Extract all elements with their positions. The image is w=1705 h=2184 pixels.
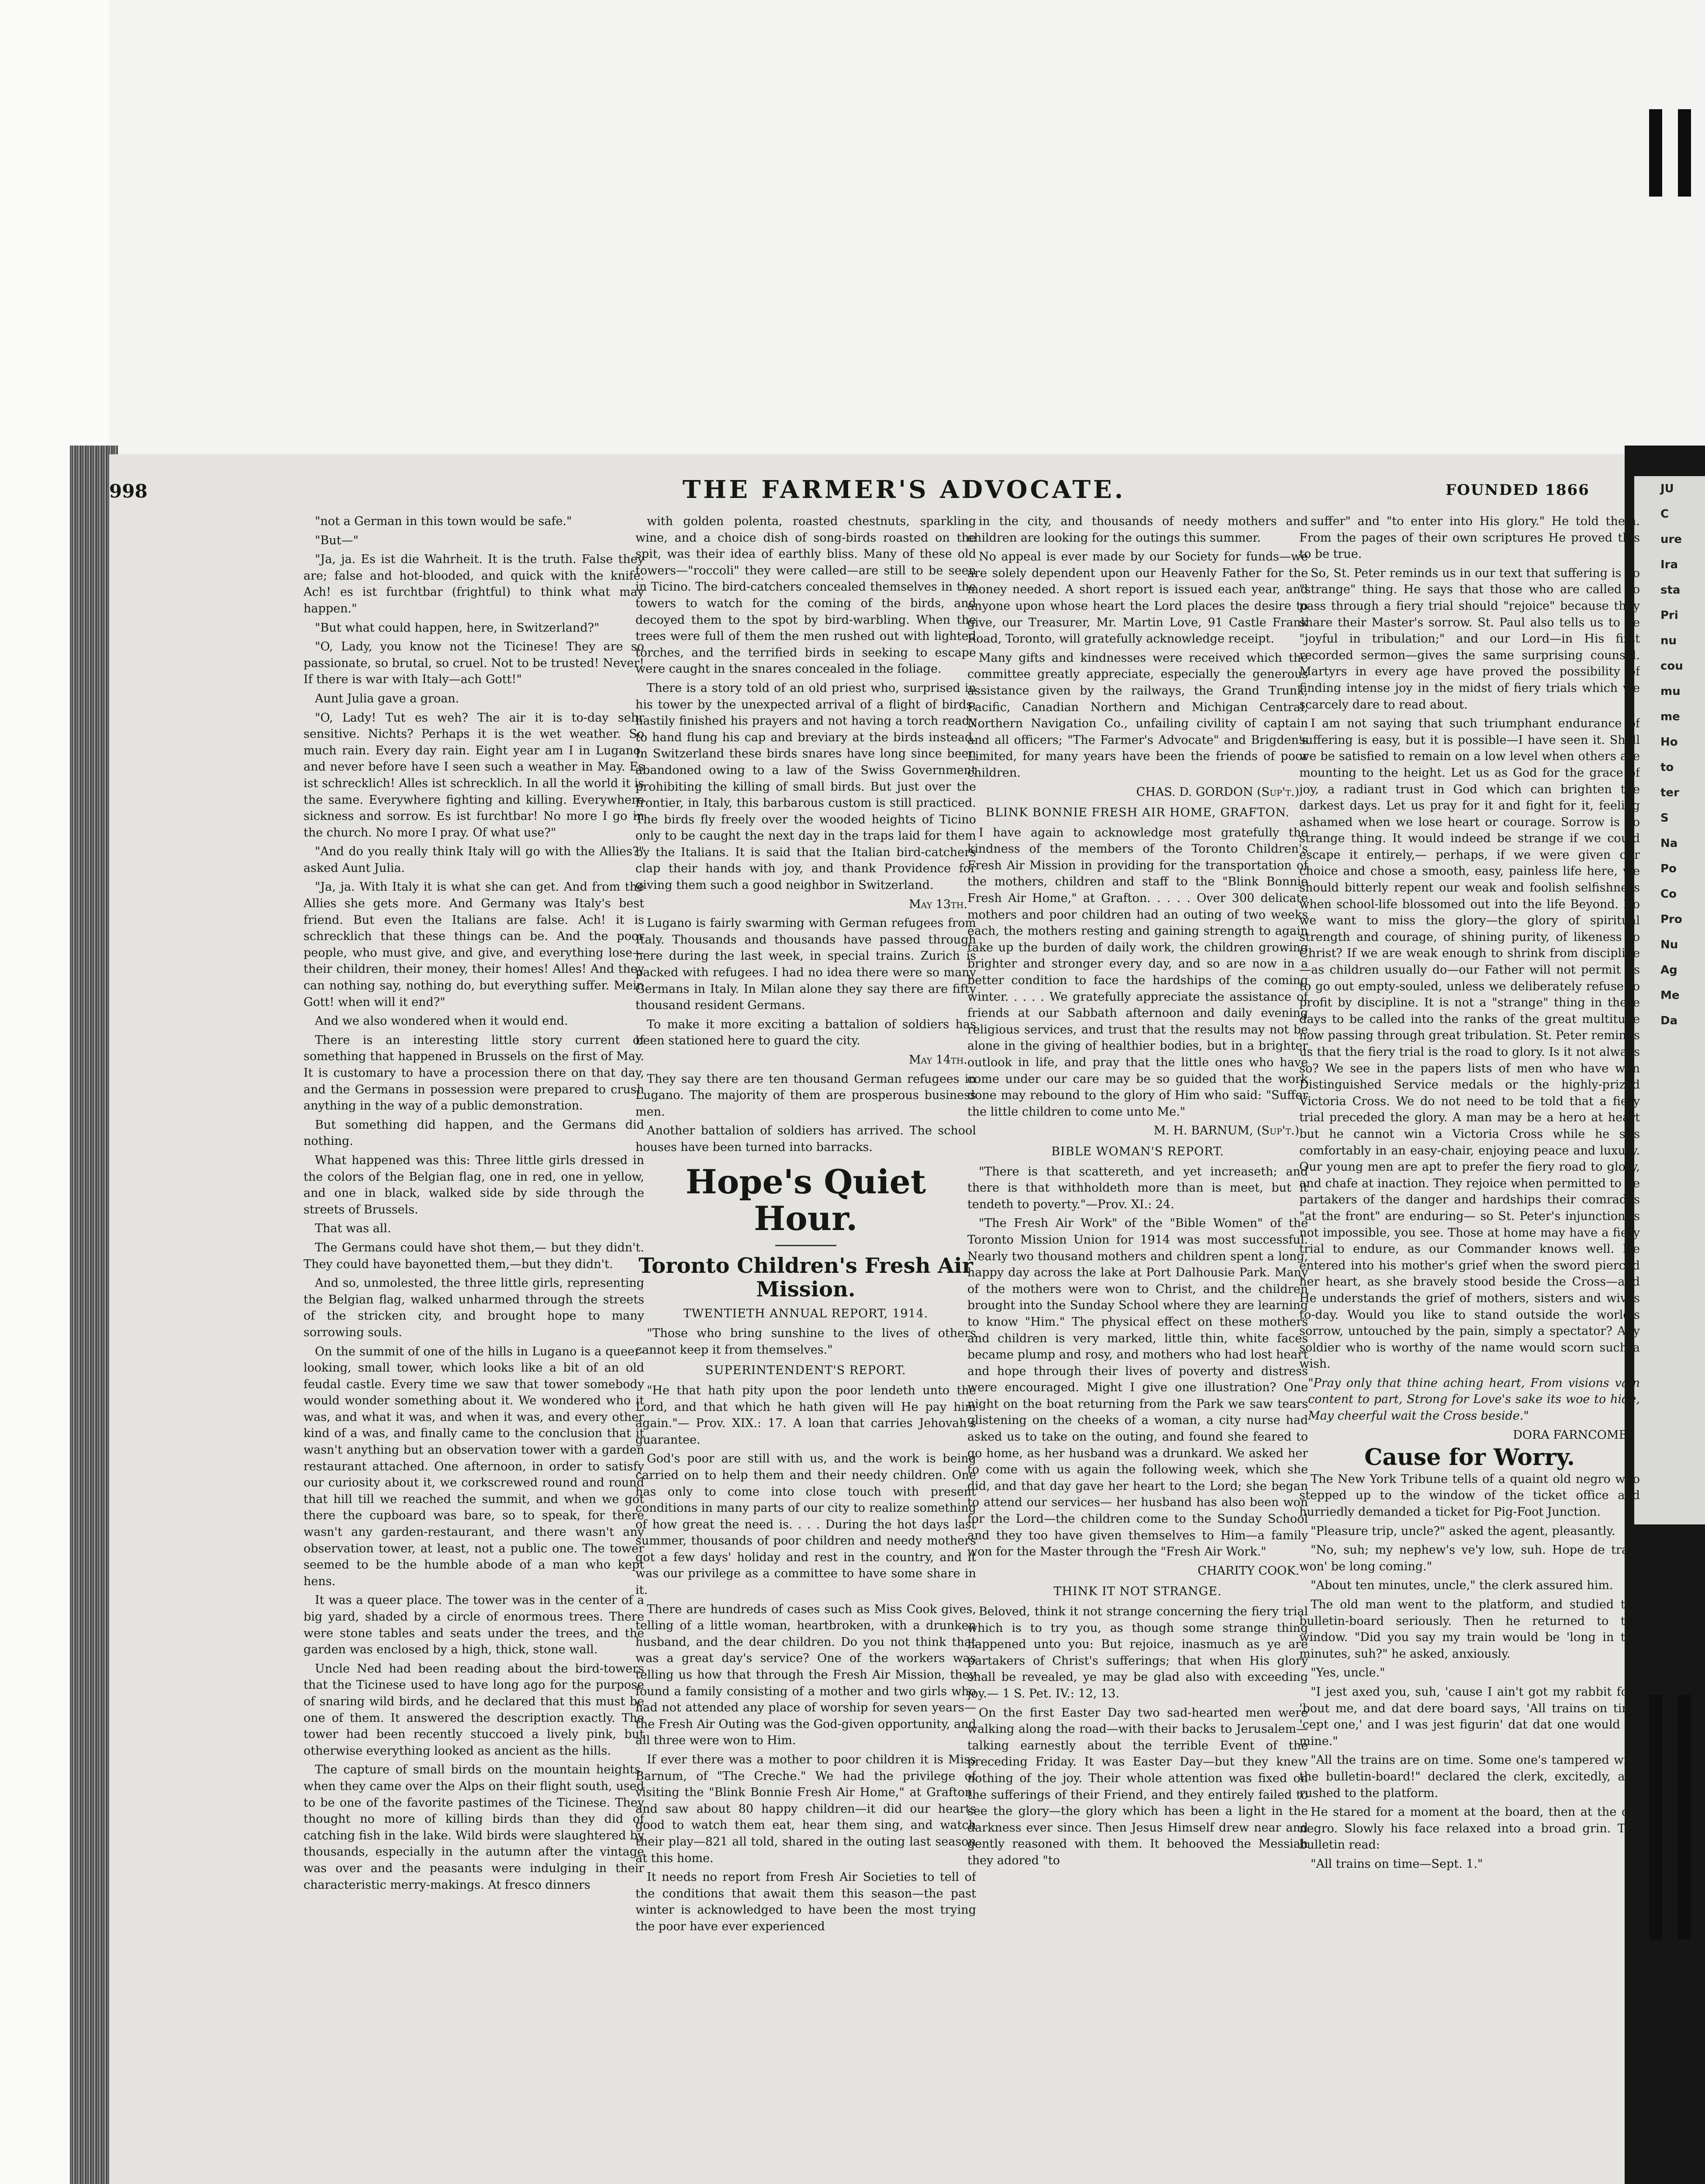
paragraph: "Yes, uncle." — [1311, 1666, 1385, 1680]
paragraph: It was a queer place. The tower was in the center of a big yard, shaded by a circle of enormous trees. There were stone tables and seats under the trees, and the garden was enclosed by a high, thick, stone wall. — [304, 1593, 644, 1657]
paragraph: "Ja, ja. Es ist die Wahrheit. It is the truth. False they are; false and hot-blooded, and quick with the knife. Ach! es ist furchtbar (frightful) to think what may happen." — [304, 553, 644, 615]
paragraph: in the city, and thousands of needy mothers and children are looking for the outings this summer. — [967, 515, 1308, 545]
paragraph: They say there are ten thousand German refugees in Lugano. The majority of them are prosperous business men. — [635, 1072, 976, 1119]
paragraph: And so, unmolested, the three little girls, representing the Belgian flag, walked unharmed through the streets of the stricken city, and brought hope to many sorrowing souls. — [304, 1276, 644, 1339]
paragraph: It needs no report from Fresh Air Societies to tell of the conditions that await them this season—the past winter is acknowledged to have been the most trying the poor have ever experienced — [635, 1870, 976, 1933]
adjacent-fragment: Pro — [1660, 913, 1682, 926]
adjacent-fragment: Ag — [1660, 964, 1677, 977]
section-headline: Hope's Quiet Hour. — [685, 1162, 926, 1238]
paragraph: "O, Lady! Tut es weh? The air it is to-day sehr sensitive. Nichts? Perhaps it is the wet weather. So much rain. Every day rain. Eight year am I in Lugano, and never before have I seen such a weather in May. Es ist schrecklich! Alles ist schrecklich. In all the world it is the same. Everywhere fighting and killing. Everywhere sickness and sorrow. Es ist furchtbar! No more I go in the church. No more I pray. Of what use?" — [304, 711, 644, 840]
subheading: BLINK BONNIE FRESH AIR HOME, GRAFTON. — [986, 806, 1290, 820]
paragraph: Another battalion of soldiers has arrived. The school houses have been turned into barracks. — [635, 1124, 976, 1154]
dateline: May 13th. — [909, 897, 967, 911]
scanner-edge-marks-bottom — [1649, 1695, 1697, 1939]
adjacent-fragment: Pri — [1660, 609, 1678, 622]
adjacent-fragment: me — [1660, 710, 1680, 723]
adjacent-fragment: ter — [1660, 786, 1679, 799]
adjacent-fragment: cou — [1660, 660, 1683, 673]
paragraph: What happened was this: Three little girls dressed in the colors of the Belgian flag, one in red, one in yellow, and one in black, walked side by side through the streets of Brussels. — [304, 1153, 644, 1216]
subheading: SUPERINTENDENT'S REPORT. — [705, 1364, 906, 1378]
paragraph: "All trains on time—Sept. 1." — [1311, 1857, 1483, 1871]
paragraph: I have again to acknowledge most gratefully the kindness of the members of the Toronto Children's Fresh Air Mission in providing for the transportation of the mothers, children and staff to the "Blink Bonnie Fresh Air Home," at Grafton. . . . . Over 300 delicate mothers and poor children had an outing of two weeks each, the mothers resting and gaining strength to again take up the burden of daily work, the children growing brighter and stronger every day, and so are now in a better condition to face the hardships of the coming winter. . . . . We gratefully appreciate the assistance of friends at our Sabbath afternoon and daily evening religious services, and trust that the results may not be alone in the giving of healthier bodies, but in a brighter outlook in life, and pray that the little ones who have come under our care may be so guided that the work done may rebound to the glory of Him who said: "Suffer the little children to come unto Me." — [967, 826, 1308, 1119]
poem: "Pray only that thine aching heart, From visions vain content to part, Strong for Love's sake its woe to hide, May cheerful wait the Cross beside." — [1308, 1376, 1640, 1423]
paragraph: The New York Tribune tells of a quaint old negro who stepped up to the window of the ticket office and hurriedly demanded a ticket for Pig-Foot Junction. — [1299, 1472, 1640, 1519]
paragraph: But something did happen, and the Germans did nothing. — [304, 1118, 644, 1148]
adjacent-fragment: Da — [1660, 1014, 1678, 1027]
masthead — [179, 475, 1629, 509]
paragraph: On the first Easter Day two sad-hearted men were walking along the road—with their backs to Jerusalem— talking earnestly about the terrible Event of the preceding Friday. It was Easter Day—but they knew nothing of the joy. Their whole attention was fixed on the sufferings of their Friend, and they entirely failed to see the glory—the glory which has been a light in the darkness ever since. Then Jesus Himself drew near and gently reasoned with them. It behooved the Messiah they adored "to — [967, 1706, 1308, 1867]
adjacent-fragment: S — [1660, 812, 1669, 825]
paragraph: Aunt Julia gave a groan. — [315, 691, 459, 705]
adjacent-fragment: Me — [1660, 989, 1680, 1002]
adjacent-fragment: ure — [1660, 533, 1682, 546]
paragraph: And we also wondered when it would end. — [315, 1014, 568, 1028]
paragraph: "The Fresh Air Work" of the "Bible Women" of the Toronto Mission Union for 1914 was most successful. Nearly two thousand mothers and children spent a long, happy day across the lake at Port Dalhousie Park. Many of the mothers were won to Christ, and the children brought into the Sunday School where they are learning to know "Him." The physical effect on these mothers and children is very marked, little thin, white faces became plump and rosy, and mothers who had lost heart and hope through their lives of poverty and distress were encouraged. Might I give one illustration? One night on the boat returning from the Park we saw tears glistening on the cheeks of a woman, a city nurse had asked us to take on the outing, and found she feared to go home, as her husband was a drunkard. We asked her to come with us again the following week, which she did, and that day gave her heart to the Lord; she began to attend our services— her husband has also been won for the Lord—the children come to the Sunday School and they too have given themselves to Him—a family won for the Master through the "Fresh Air Work." — [967, 1216, 1308, 1559]
adjacent-fragment: to — [1660, 761, 1674, 774]
page-number: 998 — [109, 480, 148, 502]
signature: CHAS. D. GORDON (Sup't.) — [1136, 785, 1299, 799]
paragraph: To make it more exciting a battalion of soldiers has been stationed here to guard the city. — [635, 1017, 976, 1048]
report-title: TWENTIETH ANNUAL REPORT, 1914. — [683, 1306, 928, 1320]
paragraph: God's poor are still with us, and the work is being carried on to help them and their needy children. One has only to come into close touch with present conditions in many parts of our city to realize something of how great the need is. . . . During the hot days last summer, thousands of poor children and needy mothers got a few days' holiday and rest in the country, and it was our privilege as a committee to have some share in it. — [635, 1452, 976, 1597]
paragraph: "He that hath pity upon the poor lendeth unto the Lord, and that which he hath given will He pay him again."— Prov. XIX.: 17. A loan that carries Jehovah's guarantee. — [635, 1383, 976, 1447]
paragraph: If ever there was a mother to poor children it is Miss Barnum, of "The Creche." We had the privilege of visiting the "Blink Bonnie Fresh Air Home," at Grafton, and saw about 80 happy children—it did our hearts good to watch them eat, hear them sing, and watch their play—821 all told, shared in the outing last season at this home. — [635, 1753, 976, 1865]
column-3 — [967, 513, 1308, 2184]
paragraph: "There is that scattereth, and yet increaseth; and there is that withholdeth more than is meet, but it tendeth to poverty."—Prov. XI.: 24. — [967, 1165, 1308, 1211]
paragraph: There are hundreds of cases such as Miss Cook gives, telling of a little woman, heartbroken, with a drunken husband, and the dear children. Do you not think that was a great day's service? One of the workers was telling us how that through the Fresh Air Mission, they found a family consisting of a mother and two girls who had not attended any place of worship for seven years—the Fresh Air Outing was the God-given opportunity, and all three were won to Him. — [635, 1602, 976, 1748]
divider — [775, 1245, 836, 1246]
adjacent-fragment: JU — [1660, 482, 1674, 495]
column-4 — [1299, 513, 1640, 2184]
adjacent-fragment: Co — [1660, 888, 1677, 901]
paragraph: "But—" — [315, 533, 359, 547]
paragraph: Beloved, think it not strange concerning the fiery trial which is to try you, as though some strange thing happened unto you: But rejoice, inasmuch as ye are partakers of Christ's sufferings; that when His glory shall be revealed, ye may be glad also with exceeding joy.— 1 S. Pet. IV.: 12, 13. — [967, 1605, 1308, 1700]
paragraph: "All the trains are on time. Some one's tampered with the bulletin-board!" declared the clerk, excitedly, and rushed to the platform. — [1299, 1753, 1640, 1800]
adjacent-page-strip — [1634, 476, 1705, 1524]
paragraph: "No, suh; my nephew's ve'y low, suh. Hope de train won' be long coming." — [1299, 1543, 1640, 1573]
column-2 — [635, 513, 976, 2184]
signature: CHARITY COOK. — [1198, 1564, 1299, 1578]
subheading: BIBLE WOMAN'S REPORT. — [1051, 1144, 1224, 1158]
paragraph: The capture of small birds on the mountain heights, when they came over the Alps on their flight south, used to be one of the favorite pastimes of the Ticinese. They thought no more of killing birds than they did of catching fish in the lake. Wild birds were slaughtered by thousands, especially in the autumn after the vintage was over and the peasants were indulging in their characteristic merry-makings. At fresco dinners — [304, 1763, 644, 1892]
founded-date: FOUNDED 1866 — [1446, 481, 1590, 499]
adjacent-fragment: Ira — [1660, 558, 1678, 571]
paragraph: The old man went to the platform, and studied the bulletin-board seriously. Then he returned to the window. "Did you say my train would be 'long in ten minutes, suh?" he asked, anxiously. — [1299, 1598, 1640, 1661]
article-headline: Cause for Worry. — [1364, 1444, 1575, 1471]
article-headline: Toronto Children's Fresh Air Mission. — [638, 1253, 973, 1302]
paragraph: There is a story told of an old priest who, surprised in his tower by the unexpected arrival of a flight of birds, hastily finished his prayers and not having a torch ready to hand flung his cap and breviary at the birds instead. In Switzerland these birds snares have long since been abandoned owing to a law of the Swiss Government prohibiting the killing of small birds. But just over the frontier, in Italy, this barbarous custom is still practiced. The birds fly freely over the wooded heights of Ticino only to be caught the next day in the traps laid for them by the Italians. It is said that the Italian bird-catchers clap their hands with joy, and thank Providence for giving them such a good neighbor in Switzerland. — [635, 681, 976, 892]
adjacent-fragment: C — [1660, 508, 1669, 521]
signature: M. H. BARNUM, (Sup't.) — [1153, 1124, 1299, 1138]
adjacent-fragment: mu — [1660, 685, 1681, 698]
paragraph: I am not saying that such triumphant endurance of suffering is easy, but it is possible—I have seen it. Shall we be satisfied to remain on a low level when others are mounting to the height. Let us as God for the grace of joy, a radiant trust in God which can brighten the darkest days. Let us pray for it and fight for it, feeling ashamed when we lose heart or courage. Sorrow is no strange thing. It would indeed be strange if we could escape it entirely,— perhaps, if we were given our choice and chose a smooth, easy, painless life here, we should bitterly repent our weak and foolish selfishness when school-life blossomed out into the life Beyond. Do we want to miss the glory—the glory of spiritual strength and courage, of shining purity, of likeness to Christ? If we are weak enough to shrink from discipline—as children usually do—our Father will not permit us to go out empty-souled, unless we deliberately refuse to profit by discipline. It is not a "strange" thing in these days to be called into the ranks of the great multitude now passing through great tribulation. St. Peter reminds us that the fiery trial is the road to glory. Is it not always so? We see in the papers lists of men who have won Distinguished Service medals or the highly-prized Victoria Cross. We do not need to be told that a fiery trial preceded the glory. A man may be a hero at heart but he cannot win a Victoria Cross while he sits comfortably in an easy-chair, enjoying peace and luxury. Our young men are apt to prefer the fiery road to glory, and chafe at inaction. They rejoice when permitted to be partakers of the danger and hardships their comrades "at the front" are enduring— so St. Peter's injunction is not impossible, you see. Those at home may have a fiery trial to endure, as our Commander knows well. He entered into his mother's grief when the sword pierced her heart, as she bravely stood beside the Cross—and He understands the grief of mothers, sisters and wives to-day. Would you like to stand outside the world's sorrow, untouched by the pain, simply a spectator? Any soldier who is worthy of the name would scorn such a wish. — [1299, 717, 1640, 1371]
paragraph: "I jest axed you, suh, 'cause I ain't got my rabbit foot 'bout me, and dat dere board says, 'All trains on time 'cept one,' and I was jest figurin' dat dat one would be mine." — [1299, 1685, 1640, 1748]
adjacent-fragment: sta — [1660, 584, 1681, 597]
subheading: THINK IT NOT STRANGE. — [1053, 1585, 1222, 1599]
paragraph: "O, Lady, you know not the Ticinese! They are so passionate, so brutal, so cruel. Not to be trusted! Never! If there is war with Italy—ach Gott!" — [304, 640, 644, 687]
dateline: May 14th. — [909, 1053, 967, 1067]
paragraph: Uncle Ned had been reading about the bird-towers that the Ticinese used to have long ago for the purpose of snaring wild birds, and he declared that this must be one of them. It answered the description exactly. The tower had been recently stuccoed a lively pink, but otherwise everything looked as ancient as the hills. — [304, 1662, 644, 1758]
paragraph: "But what could happen, here, in Switzerland?" — [315, 621, 600, 635]
paragraph: "And do you really think Italy will go with the Allies?" asked Aunt Julia. — [304, 845, 644, 875]
adjacent-fragment: Ho — [1660, 736, 1678, 749]
paragraph: On the summit of one of the hills in Lugano is a queer-looking, small tower, which looks like a bit of an old feudal castle. Every time we saw that tower somebody would wonder something about it. We wondered who it was, and what it was, and when it was, and every other kind of a was, and finally came to the conclusion that it wasn't anything but an observation tower with a garden restaurant attached. One afternoon, in order to satisfy our curiosity about it, we corkscrewed round and round that hill till we reached the summit, and when we got there the cupboard was bare, so to speak, for there wasn't any garden-restaurant, and there wasn't any observation tower, at least, not a public one. The tower seemed to be the humble abode of a man who kept hens. — [304, 1344, 644, 1588]
paragraph: There is an interesting little story current of something that happened in Brussels on the first of May. It is customary to have a procession there on that day, and the Germans in possession were prepared to crush anything in the way of a public demonstration. — [304, 1033, 644, 1113]
paragraph: That was all. — [315, 1222, 391, 1236]
paragraph: The Germans could have shot them,— but they didn't. They could have bayonetted them,—but they didn't. — [304, 1241, 644, 1271]
adjacent-fragment: Na — [1660, 837, 1678, 850]
paragraph: "About ten minutes, uncle," the clerk assured him. — [1311, 1579, 1613, 1593]
paragraph: "Ja, ja. With Italy it is what she can get. And from the Allies she gets more. And Germany was Italy's best friend. But even the Italians are false. Ach! it is schrecklich that these things can be. And the poor people, who must give, and give, and everything lose— their children, their money, their homes! Alles! And they can nothing say, nothing do, but everything suffer. Mein Gott! when will it end?" — [304, 880, 644, 1009]
column-1 — [304, 513, 644, 2184]
paragraph: He stared for a moment at the board, then at the old negro. Slowly his face relaxed into a broad grin. The bulletin read: — [1299, 1805, 1640, 1852]
signature: DORA FARNCOMB. — [1513, 1428, 1631, 1442]
adjacent-fragment: Nu — [1660, 938, 1678, 951]
newspaper-title: THE FARMER'S ADVOCATE. — [682, 475, 1126, 504]
paragraph: So, St. Peter reminds us in our text that suffering is no "strange" thing. He says that those who are called to pass through a fiery trial should "rejoice" because they share their Master's sorrow. St. Paul also tells us to be "joyful in tribulation;" and our Lord—in His first recorded sermon—gives the same surprising counsel. Martyrs in every age have proved the possibility of finding intense joy in the midst of fiery trials which we scarcely dare to read about. — [1299, 566, 1640, 712]
paragraph: suffer" and "to enter into His glory." He told them. From the pages of their own scriptures He proved this to be true. — [1299, 515, 1640, 561]
paragraph: No appeal is ever made by our Society for funds—we are solely dependent upon our Heavenly Father for the money needed. A short report is issued each year, and anyone upon whose heart the Lord places the desire to give, our Treasurer, Mr. Martin Love, 91 Castle Frank Road, Toronto, will gratefully acknowledge receipt. — [967, 550, 1308, 646]
scanner-edge-marks — [1649, 109, 1697, 197]
paragraph: "Those who bring sunshine to the lives of others cannot keep it from themselves." — [635, 1327, 976, 1357]
paragraph: "not a German in this town would be safe." — [315, 515, 572, 528]
paragraph: Many gifts and kindnesses were received which the committee greatly appreciate, especially the generous assistance given by the railways, the Grand Trunk, Pacific, Canadian Northern and Michigan Central, Northern Navigation Co., unfailing civility of captain and all officers; "The Farmer's Advocate" and Brigden's Limited, for many years have been the friends of poor children. — [967, 651, 1308, 780]
paragraph: Lugano is fairly swarming with German refugees from Italy. Thousands and thousands have passed through here during the last week, in special trains. Zurich is packed with refugees. I had no idea there were so many Germans in Italy. In Milan alone they say there are fifty thousand resident Germans. — [635, 916, 976, 1013]
paragraph: "Pleasure trip, uncle?" asked the agent, pleasantly. — [1311, 1524, 1615, 1538]
adjacent-fragment: Po — [1660, 862, 1677, 875]
paragraph: with golden polenta, roasted chestnuts, sparkling wine, and a choice dish of song-birds roasted on the spit, was their idea of earthly bliss. Many of these old towers—"roccoli" they were called—are still to be seen in Ticino. The bird-catchers concealed themselves in the towers to watch for the coming of the birds, and decoyed them to the spot by bird-warbling. When the trees were full of them the men rushed out with lighted torches, and the terrified birds in seeking to escape were caught in the snares concealed in the foliage. — [635, 515, 976, 676]
adjacent-fragment: nu — [1660, 634, 1677, 647]
